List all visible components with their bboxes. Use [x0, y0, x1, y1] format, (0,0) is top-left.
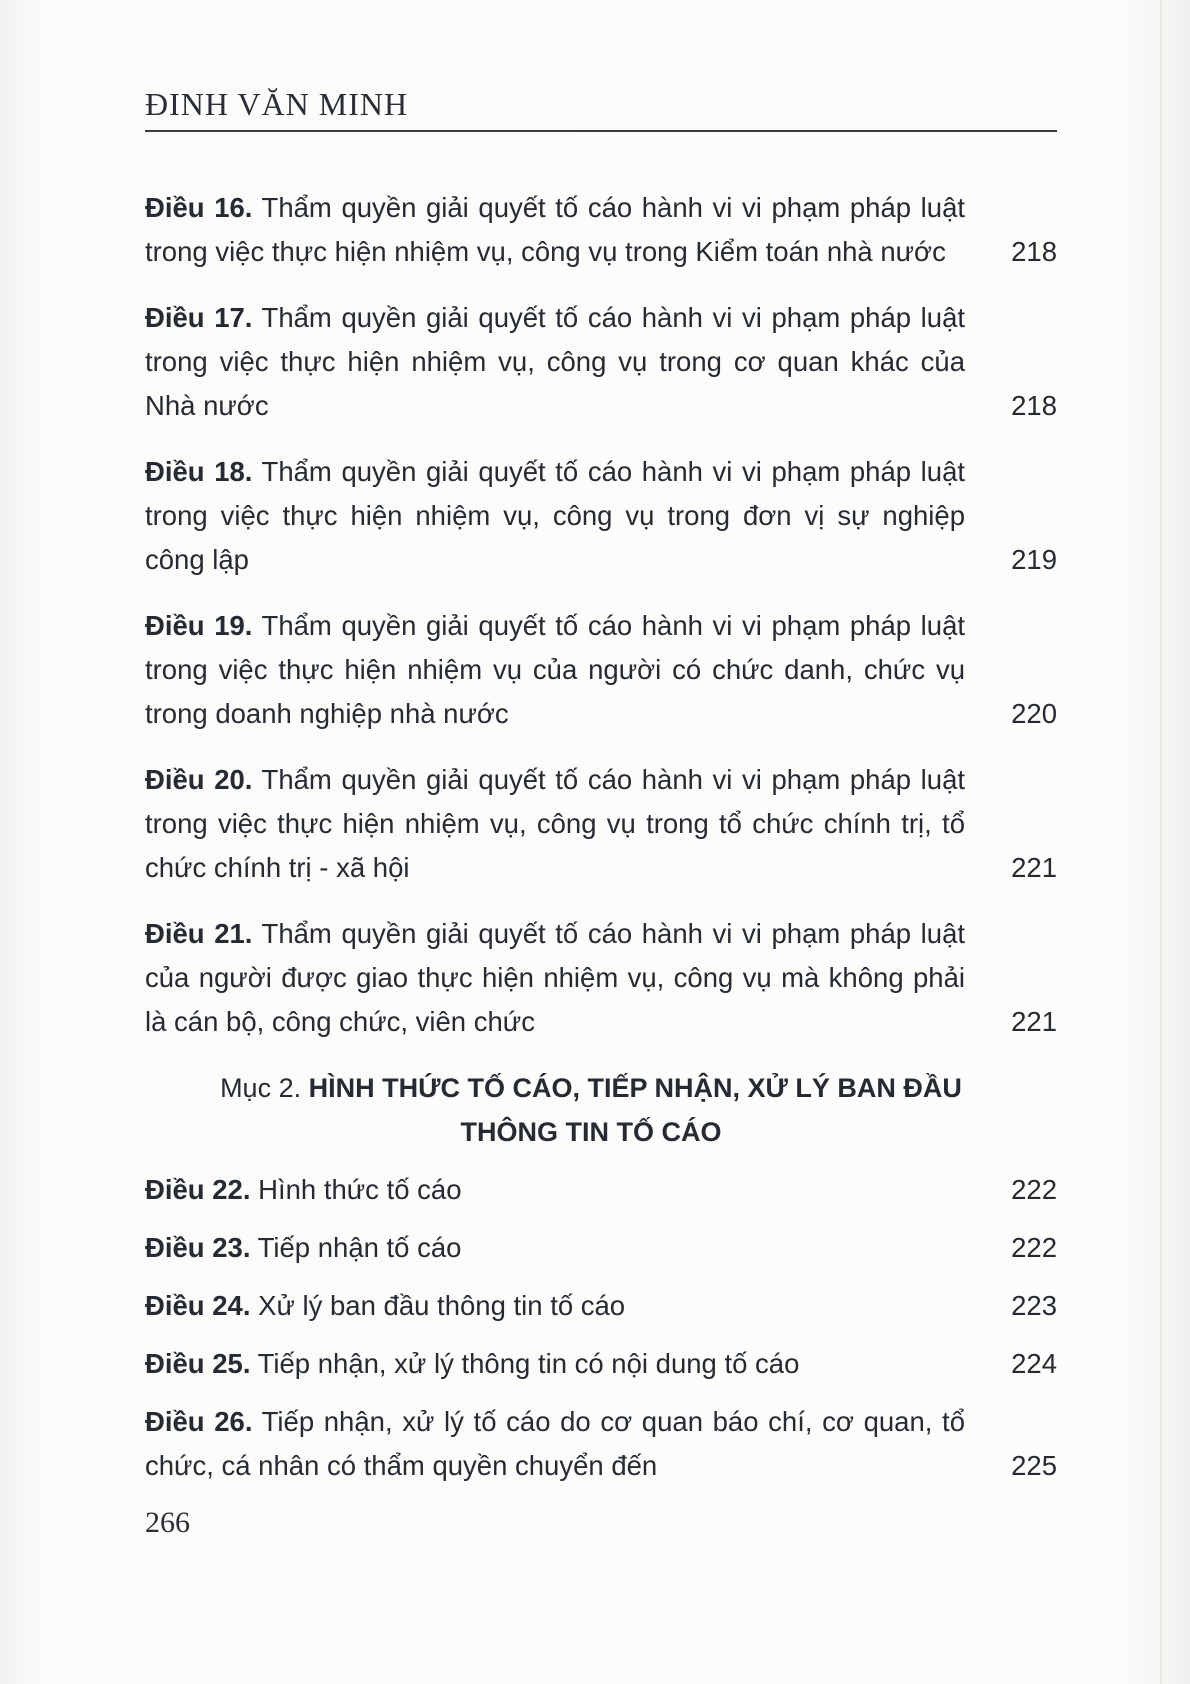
entry-page-number: 218 [1011, 236, 1057, 267]
entry-label: Điều 23. [145, 1232, 251, 1263]
toc-entries-top [145, 186, 1057, 1044]
entry-text [145, 450, 965, 582]
toc-entry [145, 1342, 1057, 1386]
entry-title: Thẩm quyền giải quyết tố cáo hành vi vi phạm pháp luật trong việc thực hiện nhiệm vụ, công vụ trong Kiểm toán nhà nước [145, 192, 965, 267]
section-heading [145, 1066, 1057, 1154]
entry-page-number: 221 [1011, 852, 1057, 883]
entry-text [145, 296, 965, 428]
entry-label: Điều 17. [145, 302, 253, 333]
author-name: ĐINH VĂN MINH [145, 86, 409, 122]
toc-entry [145, 1400, 1057, 1488]
entry-title: Thẩm quyền giải quyết tố cáo hành vi vi phạm pháp luật trong việc thực hiện nhiệm vụ của người có chức danh, chức vụ trong doanh nghiệp nhà nước [145, 610, 965, 729]
table-of-contents [145, 186, 1057, 1502]
toc-entry [145, 1168, 1057, 1212]
entry-title: Thẩm quyền giải quyết tố cáo hành vi vi phạm pháp luật của người được giao thực hiện nhiệm vụ, công vụ mà không phải là cán bộ, công chức, viên chức [145, 918, 965, 1037]
entry-page-number: 225 [1011, 1450, 1057, 1481]
toc-entry [145, 1284, 1057, 1328]
entry-text [145, 1342, 965, 1386]
running-header [145, 84, 1057, 132]
entry-label: Điều 25. [145, 1348, 251, 1379]
entry-text [145, 1284, 965, 1328]
entry-text [145, 912, 965, 1044]
entry-text [145, 1400, 965, 1488]
entry-page-number: 223 [1011, 1290, 1057, 1321]
entry-label: Điều 24. [145, 1290, 251, 1321]
entry-label: Điều 26. [145, 1406, 253, 1437]
entry-text [145, 604, 965, 736]
entry-title: Xử lý ban đầu thông tin tố cáo [250, 1290, 626, 1321]
toc-entry [145, 912, 1057, 1044]
entry-title: Tiếp nhận, xử lý thông tin có nội dung tố cáo [250, 1348, 800, 1379]
entry-label: Điều 19. [145, 610, 253, 641]
entry-text [145, 1168, 965, 1212]
entry-label: Điều 21. [145, 918, 253, 949]
entry-page-number: 220 [1011, 698, 1057, 729]
entry-title: Thẩm quyền giải quyết tố cáo hành vi vi phạm pháp luật trong việc thực hiện nhiệm vụ, công vụ trong đơn vị sự nghiệp công lập [145, 456, 965, 575]
toc-entry [145, 758, 1057, 890]
entry-title: Tiếp nhận, xử lý tố cáo do cơ quan báo chí, cơ quan, tổ chức, cá nhân có thẩm quyền chuyển đến [145, 1406, 965, 1481]
entry-page-number: 222 [1011, 1174, 1057, 1205]
toc-entry [145, 1226, 1057, 1270]
page-number: 266 [145, 1506, 190, 1539]
entry-text [145, 758, 965, 890]
section-heading-line-2: THÔNG TIN TỐ CÁO [460, 1117, 722, 1147]
section-heading-line-1 [145, 1066, 1037, 1110]
entry-text [145, 186, 965, 274]
section-title: HÌNH THỨC TỐ CÁO, TIẾP NHẬN, XỬ LÝ BAN ĐẦU [308, 1073, 962, 1103]
section-prefix: Mục 2. [220, 1073, 309, 1103]
entry-page-number: 224 [1011, 1348, 1057, 1379]
entry-title: Thẩm quyền giải quyết tố cáo hành vi vi phạm pháp luật trong việc thực hiện nhiệm vụ, công vụ trong tổ chức chính trị, tổ chức chính trị - xã hội [145, 764, 965, 883]
toc-entries-bottom [145, 1168, 1057, 1488]
entry-label: Điều 16. [145, 192, 253, 223]
entry-text [145, 1226, 965, 1270]
entry-page-number: 218 [1011, 390, 1057, 421]
header-rule [145, 130, 1057, 132]
entry-label: Điều 22. [145, 1174, 251, 1205]
entry-label: Điều 20. [145, 764, 253, 795]
entry-title: Hình thức tố cáo [250, 1174, 462, 1205]
entry-title: Tiếp nhận tố cáo [250, 1232, 462, 1263]
page-edge [1160, 0, 1162, 1684]
entry-page-number: 219 [1011, 544, 1057, 575]
entry-page-number: 222 [1011, 1232, 1057, 1263]
entry-label: Điều 18. [145, 456, 253, 487]
toc-entry [145, 604, 1057, 736]
entry-title: Thẩm quyền giải quyết tố cáo hành vi vi phạm pháp luật trong việc thực hiện nhiệm vụ, công vụ trong cơ quan khác của Nhà nước [145, 302, 965, 421]
toc-entry [145, 296, 1057, 428]
toc-entry [145, 186, 1057, 274]
toc-entry [145, 450, 1057, 582]
entry-page-number: 221 [1011, 1006, 1057, 1037]
